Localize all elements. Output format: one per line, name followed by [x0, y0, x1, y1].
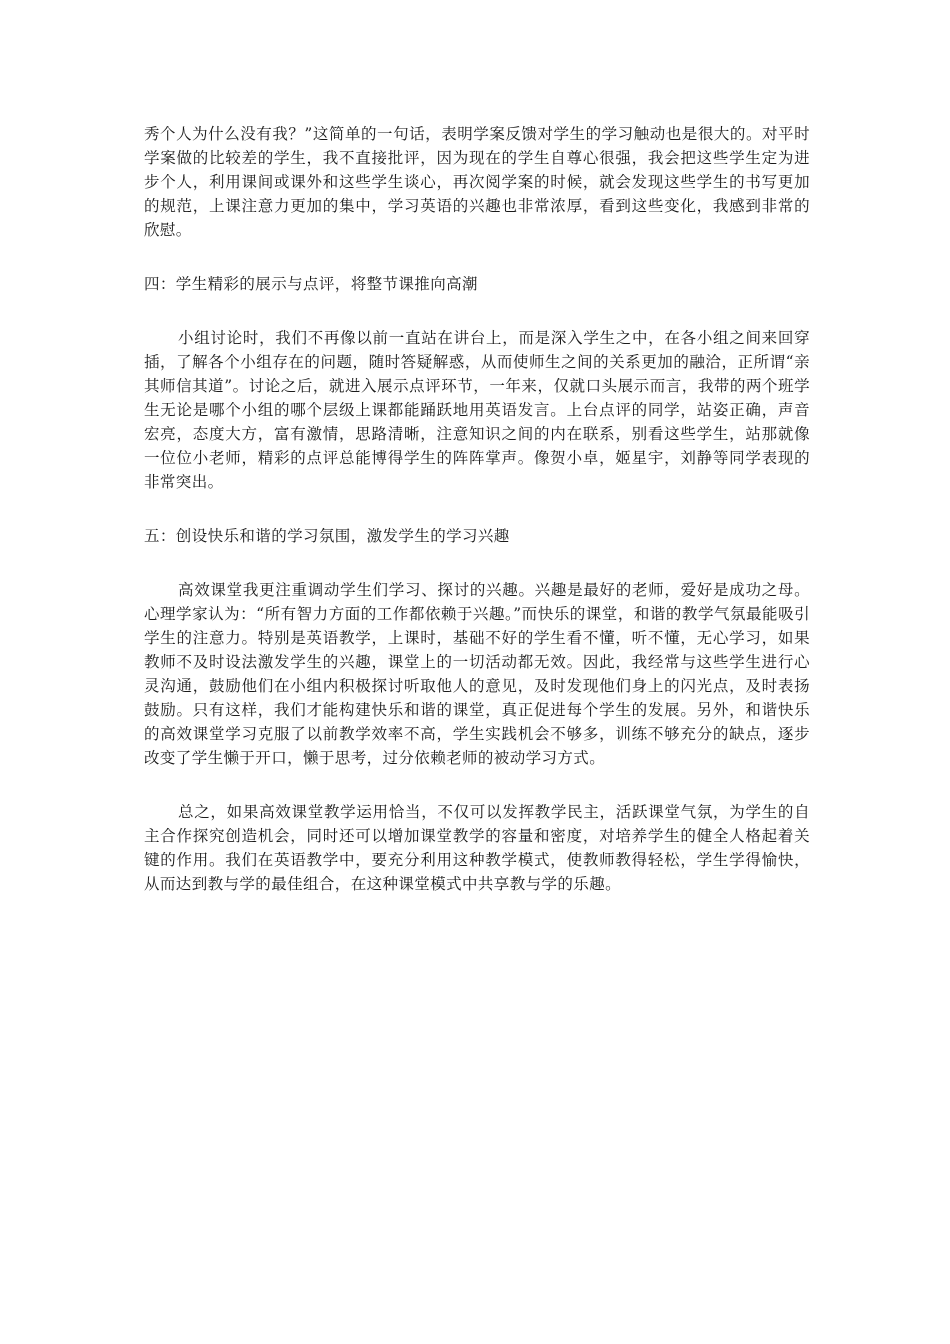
- section-heading-five: 五：创设快乐和谐的学习氛围，激发学生的学习兴趣: [144, 527, 510, 545]
- document-page: [144, 122, 810, 896]
- paragraph-study-plan-feedback: 秀个人为什么没有我？”这简单的一句话，表明学案反馈对学生的学习触动也是很大的。对平时学案做的比较差的学生，我不直接批评，因为现在的学生自尊心很强，我会把这些学生定为进步个人，利用课间或课外和这些学生谈心，再次阅学案的时候，就会发现这些学生的书写更加的规范，上课注意力更加的集中，学习英语的兴趣也非常浓厚，看到这些变化，我感到非常的欣慰。: [144, 125, 810, 239]
- paragraph-group-discussion: 小组讨论时，我们不再像以前一直站在讲台上，而是深入学生之中，在各小组之间来回穿插，了解各个小组存在的问题，随时答疑解惑，从而使师生之间的关系更加的融洽，正所谓“亲其师信其道”。讨论之后，就进入展示点评环节，一年来，仅就口头展示而言，我带的两个班学生无论是哪个小组的哪个层级上课都能踊跃地用英语发言。上台点评的同学，站姿正确，声音宏亮，态度大方，富有激情，思路清晰，注意知识之间的内在联系，别看这些学生，站那就像一位位小老师，精彩的点评总能博得学生的阵阵掌声。像贺小卓，姬星宇，刘静等同学表现的非常突出。: [144, 329, 810, 491]
- paragraph-conclusion: 总之，如果高效课堂教学运用恰当，不仅可以发挥教学民主，活跃课堂气氛，为学生的自主合作探究创造机会，同时还可以增加课堂教学的容量和密度，对培养学生的健全人格起着关键的作用。我们在英语教学中，要充分利用这种教学模式，使教师教得轻松，学生学得愉快，从而达到教与学的最佳组合，在这种课堂模式中共享教与学的乐趣。: [144, 803, 810, 893]
- paragraph-learning-interest: 高效课堂我更注重调动学生们学习、探讨的兴趣。兴趣是最好的老师，爱好是成功之母。心理学家认为：“所有智力方面的工作都依赖于兴趣。”而快乐的课堂，和谐的教学气氛最能吸引学生的注意力。特别是英语教学，上课时，基础不好的学生看不懂，听不懂，无心学习，如果教师不及时设法激发学生的兴趣，课堂上的一切活动都无效。因此，我经常与这些学生进行心灵沟通，鼓励他们在小组内积极探讨听取他人的意见，及时发现他们身上的闪光点，及时表扬鼓励。只有这样，我们才能构建快乐和谐的课堂，真正促进每个学生的发展。另外，和谐快乐的高效课堂学习克服了以前教学效率不高，学生实践机会不够多，训练不够充分的缺点，逐步改变了学生懒于开口，懒于思考，过分依赖老师的被动学习方式。: [144, 581, 810, 767]
- section-heading-four: 四：学生精彩的展示与点评，将整节课推向高潮: [144, 275, 478, 293]
